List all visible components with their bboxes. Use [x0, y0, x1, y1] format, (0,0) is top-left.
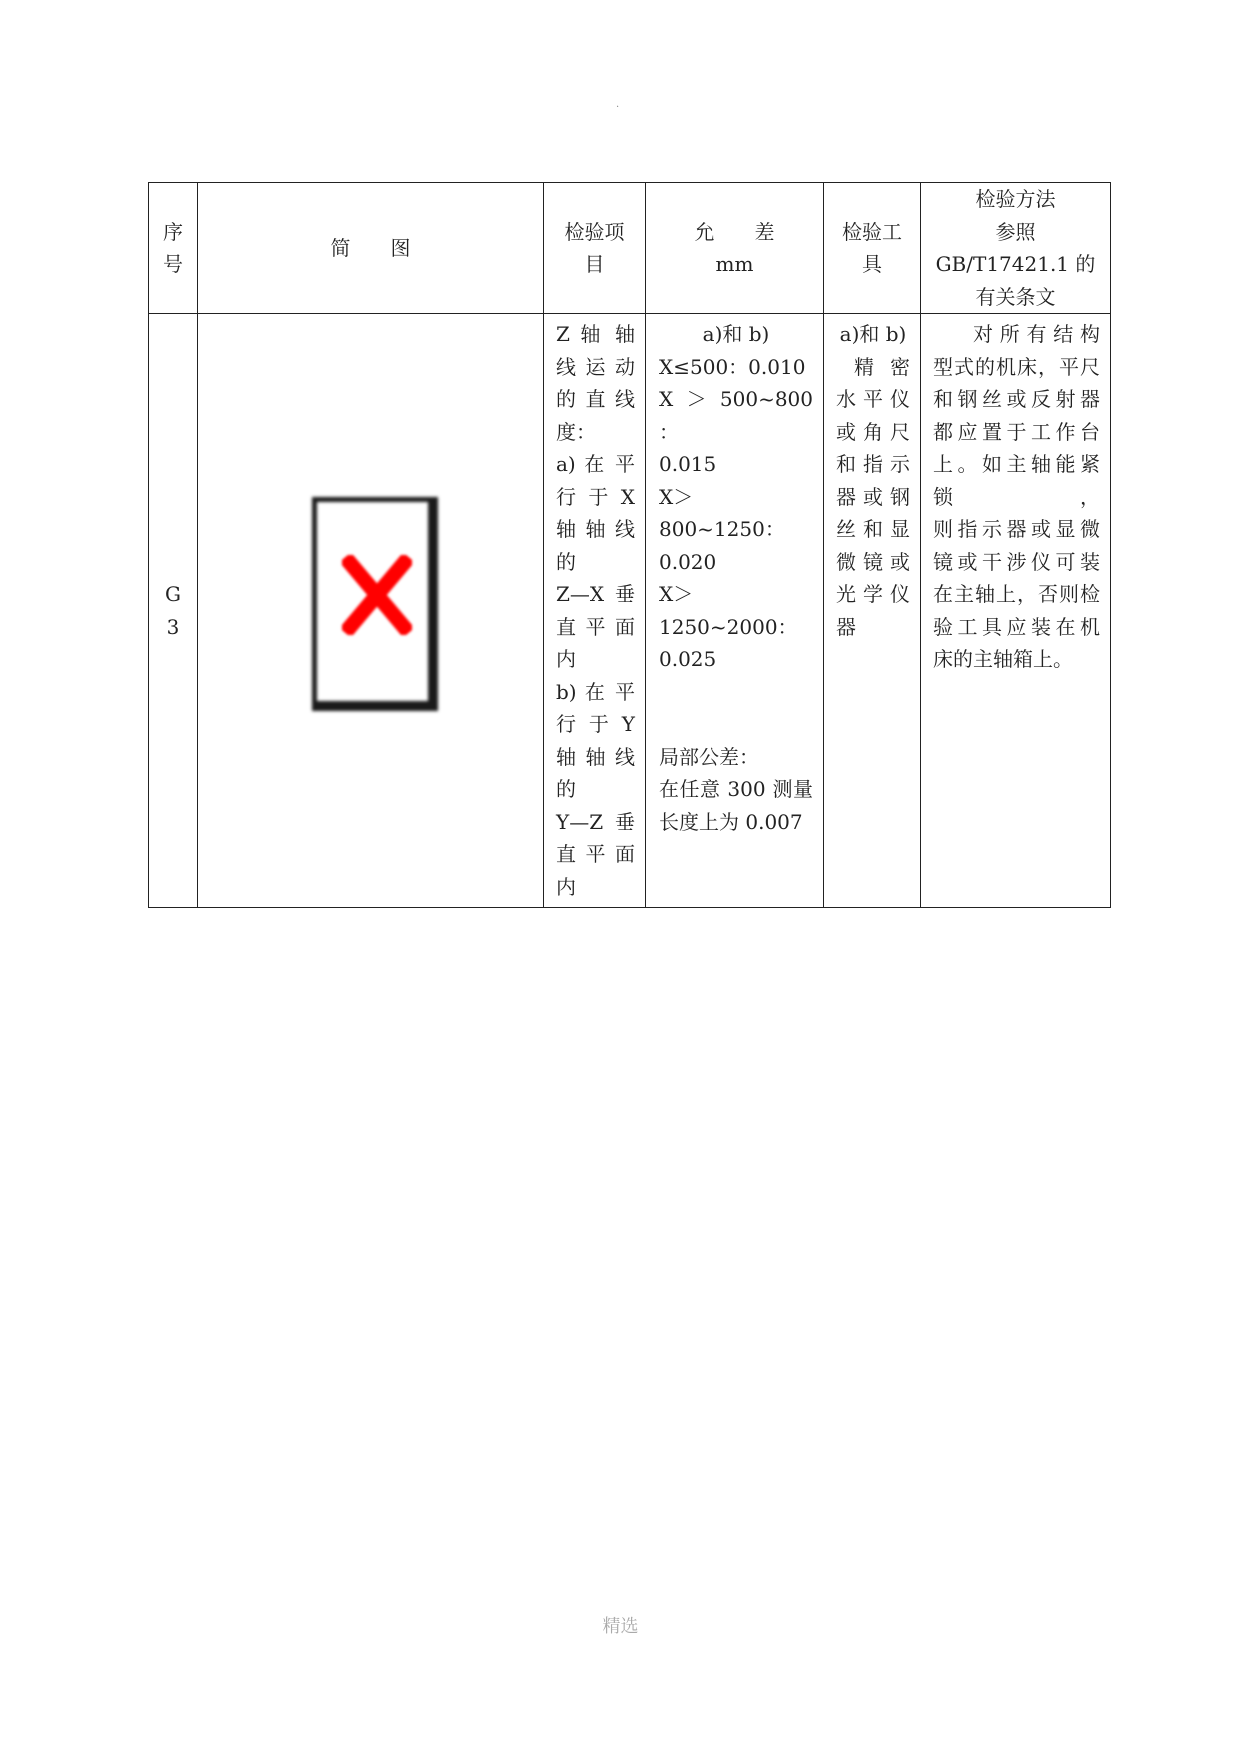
method-line: 上。如主轴能紧锁， — [933, 452, 1100, 509]
tolerance-line: X≤500：0.010 — [659, 354, 806, 379]
item-line: 内 — [556, 647, 576, 671]
header-tool-line: 检验工 — [842, 219, 902, 244]
seq-line: 3 — [166, 614, 180, 639]
cell-inspection-method — [921, 314, 1111, 908]
item-line: b) 在 平 — [556, 679, 635, 704]
item-line: 度： — [556, 419, 596, 444]
method-line: 型式的机床，平尺 — [933, 354, 1100, 379]
item-line: Y—Z 垂 — [556, 809, 635, 834]
tolerance-line: a)和 b) — [702, 322, 770, 346]
header-method — [921, 183, 1111, 314]
item-line: 直 平 面 — [556, 614, 635, 639]
header-seq-line: 号 — [163, 252, 183, 276]
method-line: 床的主轴箱上。 — [933, 647, 1073, 671]
cell-sketch — [198, 314, 544, 908]
header-sketch — [198, 183, 544, 314]
cell-seq — [149, 314, 198, 908]
header-seq — [149, 183, 198, 314]
header-seq-line: 序 — [163, 219, 183, 244]
header-tool — [824, 183, 921, 314]
tool-line: 微 镜 或 — [836, 549, 910, 574]
inspection-spec-table — [148, 182, 1111, 908]
item-line: Z 轴 轴 — [556, 322, 635, 346]
header-item — [544, 183, 646, 314]
header-tolerance-line: 允 差 — [694, 219, 775, 244]
header-sketch-label: 简 图 — [330, 235, 411, 260]
header-tool-line: 具 — [862, 252, 882, 276]
item-line: 内 — [556, 874, 576, 899]
item-line: 行 于 X — [556, 484, 635, 509]
seq-line: G — [165, 582, 181, 606]
tool-line: 或 角 尺 — [836, 419, 910, 444]
item-line: 线 运 动 — [556, 354, 635, 379]
local-tolerance-line: 在任意 300 测量 — [659, 777, 813, 801]
header-method-line: 有关条文 — [975, 284, 1056, 309]
header-item-line: 检验项 — [564, 219, 625, 244]
tolerance-line: 0.025 — [659, 647, 717, 671]
header-tolerance — [646, 183, 824, 314]
tolerance-line: X ＞ 500~800 ： — [659, 387, 813, 444]
tool-line: 水 平 仪 — [836, 387, 910, 411]
method-line: 对所有结构 — [973, 322, 1100, 346]
tolerance-line: X＞800~1250： — [659, 484, 785, 541]
item-line: 的 — [556, 777, 576, 801]
tool-line: a)和 b) — [839, 322, 907, 346]
header-tolerance-unit: mm — [715, 252, 754, 276]
cell-tolerance — [646, 314, 824, 908]
broken-image-icon — [306, 487, 448, 717]
method-line: 和钢丝或反射器 — [933, 387, 1100, 411]
header-method-line: 参照 — [995, 219, 1036, 244]
header-method-line: 检验方法 — [975, 187, 1056, 211]
local-tolerance-line: 长度上为 0.007 — [659, 809, 803, 834]
item-line: 轴 轴 线 — [556, 517, 635, 541]
tool-line: 器 — [836, 614, 856, 639]
page-footer: 精选 — [602, 1616, 639, 1637]
method-line: 则指示器或显微 — [933, 517, 1100, 541]
method-line: 镜或干涉仪可装 — [933, 549, 1100, 574]
item-line: Z—X 垂 — [556, 582, 635, 606]
tool-line: 丝 和 显 — [836, 517, 910, 541]
table-row — [149, 314, 1111, 908]
tool-line: 器 或 钢 — [836, 484, 910, 509]
header-method-line: GB/T17421.1 的 — [935, 252, 1096, 276]
local-tolerance-line: 局部公差： — [659, 744, 759, 769]
tolerance-line: X＞1250~2000： — [659, 582, 798, 639]
header-item-line: 目 — [584, 252, 605, 276]
tool-line: 和 指 示 — [836, 452, 910, 476]
item-line: 轴 轴 线 — [556, 744, 635, 769]
tolerance-line: 0.020 — [659, 549, 717, 574]
method-line: 都应置于工作台 — [933, 419, 1100, 444]
tool-line: 光 学 仪 — [836, 582, 910, 606]
tool-line: 精 密 — [854, 354, 910, 379]
item-line: 行 于 Y — [556, 712, 635, 736]
cell-inspection-item — [544, 314, 646, 908]
item-line: 的 — [556, 549, 576, 574]
method-line: 在主轴上，否则检 — [933, 582, 1100, 606]
header-row — [149, 183, 1111, 314]
method-line: 验工具应装在机 — [933, 614, 1100, 639]
cell-inspection-tool — [824, 314, 921, 908]
item-line: a) 在 平 — [556, 452, 635, 476]
page-top-mark: . — [616, 99, 620, 110]
tolerance-line: 0.015 — [659, 452, 717, 476]
item-line: 的 直 线 — [556, 387, 635, 411]
item-line: 直 平 面 — [556, 842, 635, 866]
